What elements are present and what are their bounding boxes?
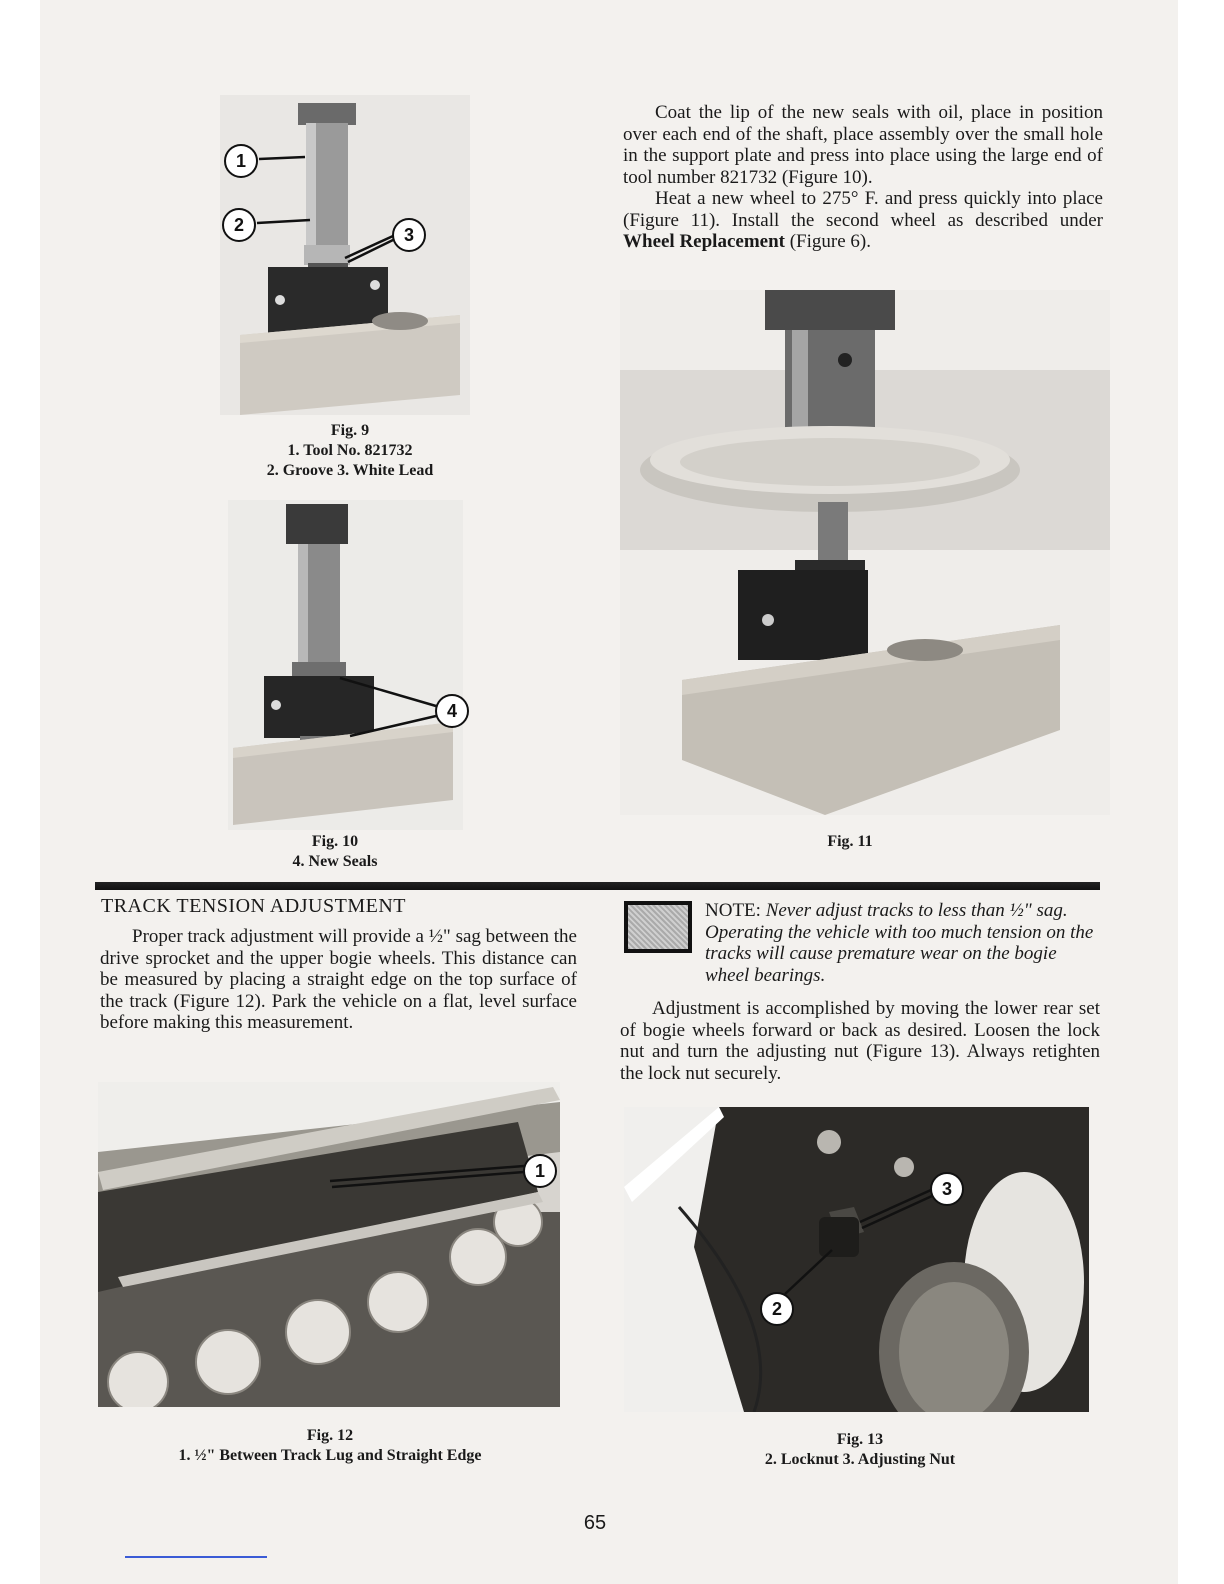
track-tension-text: Proper track adjustment will provide a ½" sag between the drive sprocket and the upper bogie wheels. This distance can be measured by placing a straight edge on the top surface of the track (Figure 12). Park the vehicle on a flat, level surface before making this measurement. xyxy=(100,926,577,1033)
footer-underline xyxy=(125,1556,267,1558)
fig9-callout-2: 2 xyxy=(222,208,256,242)
fig12-caption xyxy=(100,1426,560,1466)
fig12-callout-1: 1 xyxy=(523,1154,557,1188)
adjustment-paragraph xyxy=(620,998,1100,1084)
fig11-photo xyxy=(620,290,1110,815)
fig11-caption xyxy=(790,832,910,852)
note-icon xyxy=(624,901,692,953)
note-block xyxy=(705,900,1102,986)
fig9-callout-3: 3 xyxy=(392,218,426,252)
seal-install-paragraph: Coat the lip of the new seals with oil, place in position over each end of the shaft, place assembly over the small hole in the support plate and press into place using the large end of tool number 821732 (Figure 10). xyxy=(623,102,1103,188)
fig13-callout-2: 2 xyxy=(760,1292,794,1326)
fig10-title: Fig. 10 xyxy=(311,833,359,850)
fig12-photo xyxy=(98,1082,560,1407)
fig13-legend-line1: 2. Locknut 3. Adjusting Nut xyxy=(764,1451,956,1468)
track-tension-paragraph xyxy=(100,926,577,1034)
fig9-photo xyxy=(220,95,470,415)
fig9-callout-1: 1 xyxy=(224,144,258,178)
note-paragraph xyxy=(705,900,1102,986)
fig10-caption xyxy=(230,832,440,872)
note-text: Never adjust tracks to less than ½" sag. Operating the vehicle with too much tension on the tracks will cause premature wear on the bogie wheel bearings. xyxy=(705,900,1094,986)
section-heading: TRACK TENSION ADJUSTMENT xyxy=(101,895,406,917)
fig10-photo xyxy=(228,500,463,830)
fig13-photo xyxy=(624,1107,1089,1412)
top-right-text xyxy=(623,102,1103,253)
fig10-callout-4: 4 xyxy=(435,694,469,728)
section-divider xyxy=(95,882,1100,890)
fig9-legend-line1: 1. Tool No. 821732 xyxy=(287,442,413,459)
fig13-caption xyxy=(700,1430,1020,1470)
fig12-title: Fig. 12 xyxy=(306,1427,354,1444)
fig9-legend-line2: 2. Groove 3. White Lead xyxy=(266,462,434,479)
fig9-title: Fig. 9 xyxy=(330,422,370,439)
page-number: 65 xyxy=(583,1512,607,1534)
fig11-title: Fig. 11 xyxy=(827,833,873,850)
fig12-legend-line1: 1. ½" Between Track Lug and Straight Edge xyxy=(178,1447,482,1464)
note-label: NOTE: xyxy=(705,900,766,921)
fig13-title: Fig. 13 xyxy=(836,1431,884,1448)
adjustment-text: Adjustment is accomplished by moving the lower rear set of bogie wheels forward or back as desired. Loosen the lock nut and turn the adjusting nut (Figure 13). Always retighten the lock nut securely. xyxy=(620,998,1100,1084)
fig9-caption xyxy=(170,421,530,481)
fig13-callout-3: 3 xyxy=(930,1172,964,1206)
wheel-heat-paragraph: Heat a new wheel to 275° F. and press quickly into place (Figure 11). Install the second wheel as described under Wheel Replacement (Figure 6). xyxy=(623,188,1103,252)
fig10-legend-line1: 4. New Seals xyxy=(292,853,378,870)
